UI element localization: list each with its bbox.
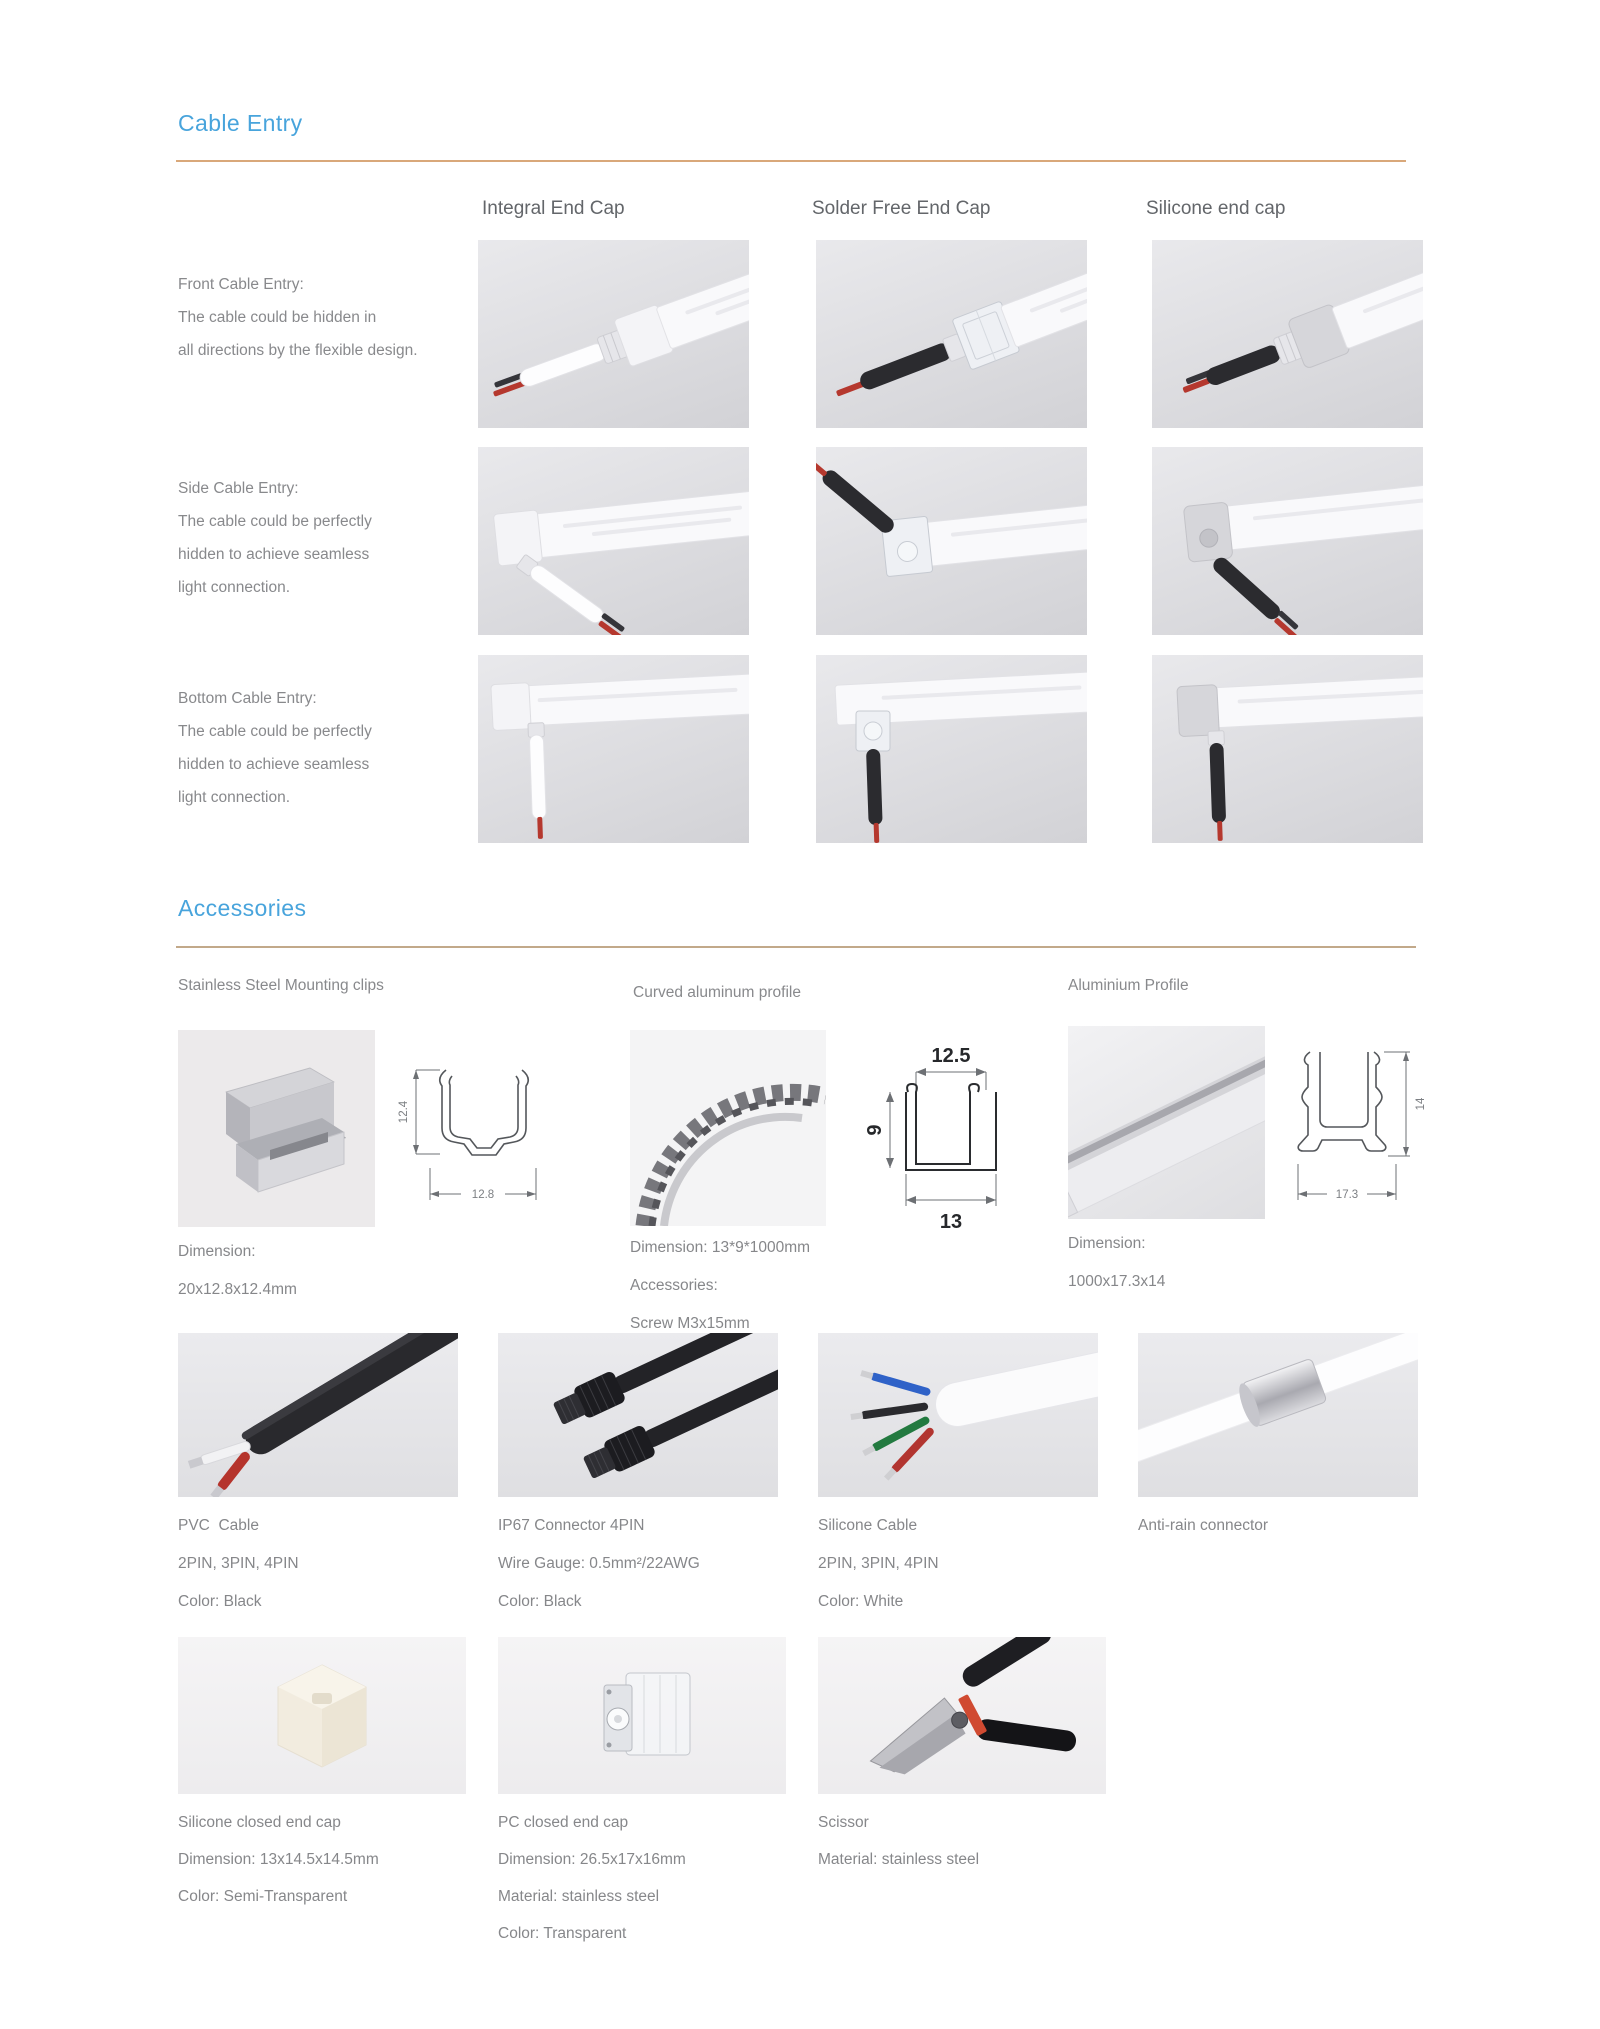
silicone-cable-line1: Silicone Cable: [818, 1517, 918, 1534]
mounting-clips-illustration: [178, 1030, 375, 1227]
column-header-solder-free-end-cap: Solder Free End Cap: [812, 198, 991, 219]
pvc-cable-line1: PVC Cable: [178, 1517, 259, 1534]
side-cable-entry-title: Side Cable Entry:: [178, 480, 299, 497]
scissor-text: [818, 1804, 1128, 1878]
pc-closed-end-cap-text: [498, 1804, 808, 1952]
curved-profile-line1: Dimension: 13*9*1000mm: [630, 1239, 811, 1256]
mounting-clips-diagram-svg: [390, 1048, 576, 1218]
silicone-cable-text: [818, 1507, 1118, 1621]
side-solder-free-end-cap-photo: [816, 447, 1087, 635]
silicone-closed-end-cap-line1: Silicone closed end cap: [178, 1814, 341, 1831]
mounting-clips-photo: [178, 1030, 375, 1227]
side-silicone-end-cap-photo: [1152, 447, 1423, 635]
anti-rain-connector-text: [1138, 1507, 1438, 1545]
curved-profile-diagram-svg: [844, 1028, 1042, 1233]
silicone-cable-photo: [818, 1333, 1098, 1497]
bottom-integral-end-cap-illustration: [478, 655, 749, 843]
bottom-solder-free-end-cap-illustration: [816, 655, 1087, 843]
scissor-line1: Scissor: [818, 1814, 869, 1831]
bottom-cable-entry-title: Bottom Cable Entry:: [178, 690, 317, 707]
curved-profile-name: [633, 976, 973, 1009]
curved-profile-line2: Accessories:: [630, 1277, 718, 1294]
bottom-cable-entry-line2: hidden to achieve seamless: [178, 756, 370, 773]
mounting-clips-text: [178, 1233, 478, 1309]
pvc-cable-text: [178, 1507, 478, 1621]
curved-profile-photo: [630, 1030, 826, 1226]
mounting-clips-line1: Dimension:: [178, 1243, 256, 1260]
side-cable-entry-line3: light connection.: [178, 579, 291, 596]
curved-profile-text: [630, 1229, 950, 1343]
aluminium-profile-illustration: [1068, 1026, 1265, 1219]
clip-height-dimension: 12.4: [398, 1100, 410, 1124]
ip67-connector-line3: Color: Black: [498, 1593, 582, 1610]
aluminium-profile-name-text: Aluminium Profile: [1068, 977, 1189, 994]
clip-width-dimension: 12.8: [471, 1189, 495, 1201]
front-solder-free-end-cap-photo: [816, 240, 1087, 428]
anti-rain-connector-line1: Anti-rain connector: [1138, 1517, 1269, 1534]
bottom-silicone-end-cap-illustration: [1152, 655, 1423, 843]
silicone-closed-end-cap-illustration: [178, 1637, 466, 1794]
scissor-line2: Material: stainless steel: [818, 1851, 980, 1868]
cable-entry-section-title: Cable Entry: [178, 110, 303, 136]
front-integral-end-cap-photo: [478, 240, 749, 428]
silicone-closed-end-cap-line2: Dimension: 13x14.5x14.5mm: [178, 1851, 379, 1868]
scissor-photo: [818, 1637, 1106, 1794]
front-solder-free-end-cap-illustration: [816, 240, 1087, 428]
mounting-clips-diagram: [390, 1048, 576, 1218]
mounting-clips-name-text: Stainless Steel Mounting clips: [178, 977, 384, 994]
accessories-divider: [176, 946, 1416, 948]
pc-closed-end-cap-line1: PC closed end cap: [498, 1814, 629, 1831]
front-silicone-end-cap-illustration: [1152, 240, 1423, 428]
aluminium-profile-diagram: [1284, 1036, 1430, 1226]
column-header-silicone-end-cap: Silicone end cap: [1146, 198, 1286, 219]
side-cable-entry-label: [178, 472, 478, 604]
curved-width-dimension: 13: [939, 1211, 963, 1233]
accessories-section-title: Accessories: [178, 895, 307, 921]
pc-closed-end-cap-line2: Dimension: 26.5x17x16mm: [498, 1851, 686, 1868]
alu-width-dimension: 17.3: [1335, 1189, 1359, 1201]
alu-height-dimension: 14: [1415, 1097, 1427, 1111]
bottom-integral-end-cap-photo: [478, 655, 749, 843]
aluminium-profile-diagram-svg: [1284, 1036, 1430, 1226]
scissor-illustration: [818, 1637, 1106, 1794]
pvc-cable-illustration: [178, 1333, 458, 1497]
front-cable-entry-title: Front Cable Entry:: [178, 276, 304, 293]
silicone-closed-end-cap-photo: [178, 1637, 466, 1794]
bottom-cable-entry-line3: light connection.: [178, 789, 291, 806]
front-cable-entry-line1: The cable could be hidden in: [178, 309, 377, 326]
side-integral-end-cap-photo: [478, 447, 749, 635]
curved-top-dimension: 12.5: [931, 1045, 971, 1067]
silicone-cable-line3: Color: White: [818, 1593, 904, 1610]
side-solder-free-end-cap-illustration: [816, 447, 1087, 635]
pvc-cable-line3: Color: Black: [178, 1593, 262, 1610]
ip67-connector-illustration: [498, 1333, 778, 1497]
pc-closed-end-cap-illustration: [498, 1637, 786, 1794]
bottom-cable-entry-label: [178, 682, 478, 814]
pc-closed-end-cap-line3: Material: stainless steel: [498, 1888, 660, 1905]
bottom-cable-entry-line1: The cable could be perfectly: [178, 723, 372, 740]
curved-profile-diagram: [844, 1028, 1042, 1233]
side-integral-end-cap-illustration: [478, 447, 749, 635]
pc-closed-end-cap-line4: Color: Transparent: [498, 1925, 627, 1942]
bottom-solder-free-end-cap-photo: [816, 655, 1087, 843]
silicone-cable-line2: 2PIN, 3PIN, 4PIN: [818, 1555, 939, 1572]
pc-closed-end-cap-photo: [498, 1637, 786, 1794]
silicone-cable-illustration: [818, 1333, 1098, 1497]
aluminium-profile-line1: Dimension:: [1068, 1235, 1146, 1252]
front-cable-entry-label: [178, 268, 478, 367]
curved-profile-name-text: Curved aluminum profile: [633, 984, 801, 1001]
curved-height-dimension: 9: [864, 1124, 886, 1136]
side-cable-entry-line1: The cable could be perfectly: [178, 513, 372, 530]
bottom-silicone-end-cap-photo: [1152, 655, 1423, 843]
pvc-cable-line2: 2PIN, 3PIN, 4PIN: [178, 1555, 299, 1572]
mounting-clips-line2: 20x12.8x12.4mm: [178, 1281, 297, 1298]
ip67-connector-photo: [498, 1333, 778, 1497]
ip67-connector-text: [498, 1507, 808, 1621]
front-integral-end-cap-illustration: [478, 240, 749, 428]
aluminium-profile-name: [1068, 969, 1408, 1002]
curved-profile-illustration: [630, 1030, 826, 1226]
side-cable-entry-line2: hidden to achieve seamless: [178, 546, 370, 563]
anti-rain-connector-illustration: [1138, 1333, 1418, 1497]
silicone-closed-end-cap-text: [178, 1804, 488, 1915]
side-silicone-end-cap-illustration: [1152, 447, 1423, 635]
front-silicone-end-cap-photo: [1152, 240, 1423, 428]
anti-rain-connector-photo: [1138, 1333, 1418, 1497]
aluminium-profile-line2: 1000x17.3x14: [1068, 1273, 1166, 1290]
silicone-closed-end-cap-line3: Color: Semi-Transparent: [178, 1888, 348, 1905]
ip67-connector-line1: IP67 Connector 4PIN: [498, 1517, 645, 1534]
mounting-clips-name: [178, 969, 518, 1002]
curved-profile-line3: Screw M3x15mm: [630, 1315, 750, 1332]
front-cable-entry-line2: all directions by the flexible design.: [178, 342, 418, 359]
column-header-integral-end-cap: Integral End Cap: [482, 198, 625, 219]
aluminium-profile-text: [1068, 1225, 1368, 1301]
ip67-connector-line2: Wire Gauge: 0.5mm²/22AWG: [498, 1555, 700, 1572]
aluminium-profile-photo: [1068, 1026, 1265, 1219]
cable-entry-divider: [176, 160, 1406, 162]
pvc-cable-photo: [178, 1333, 458, 1497]
